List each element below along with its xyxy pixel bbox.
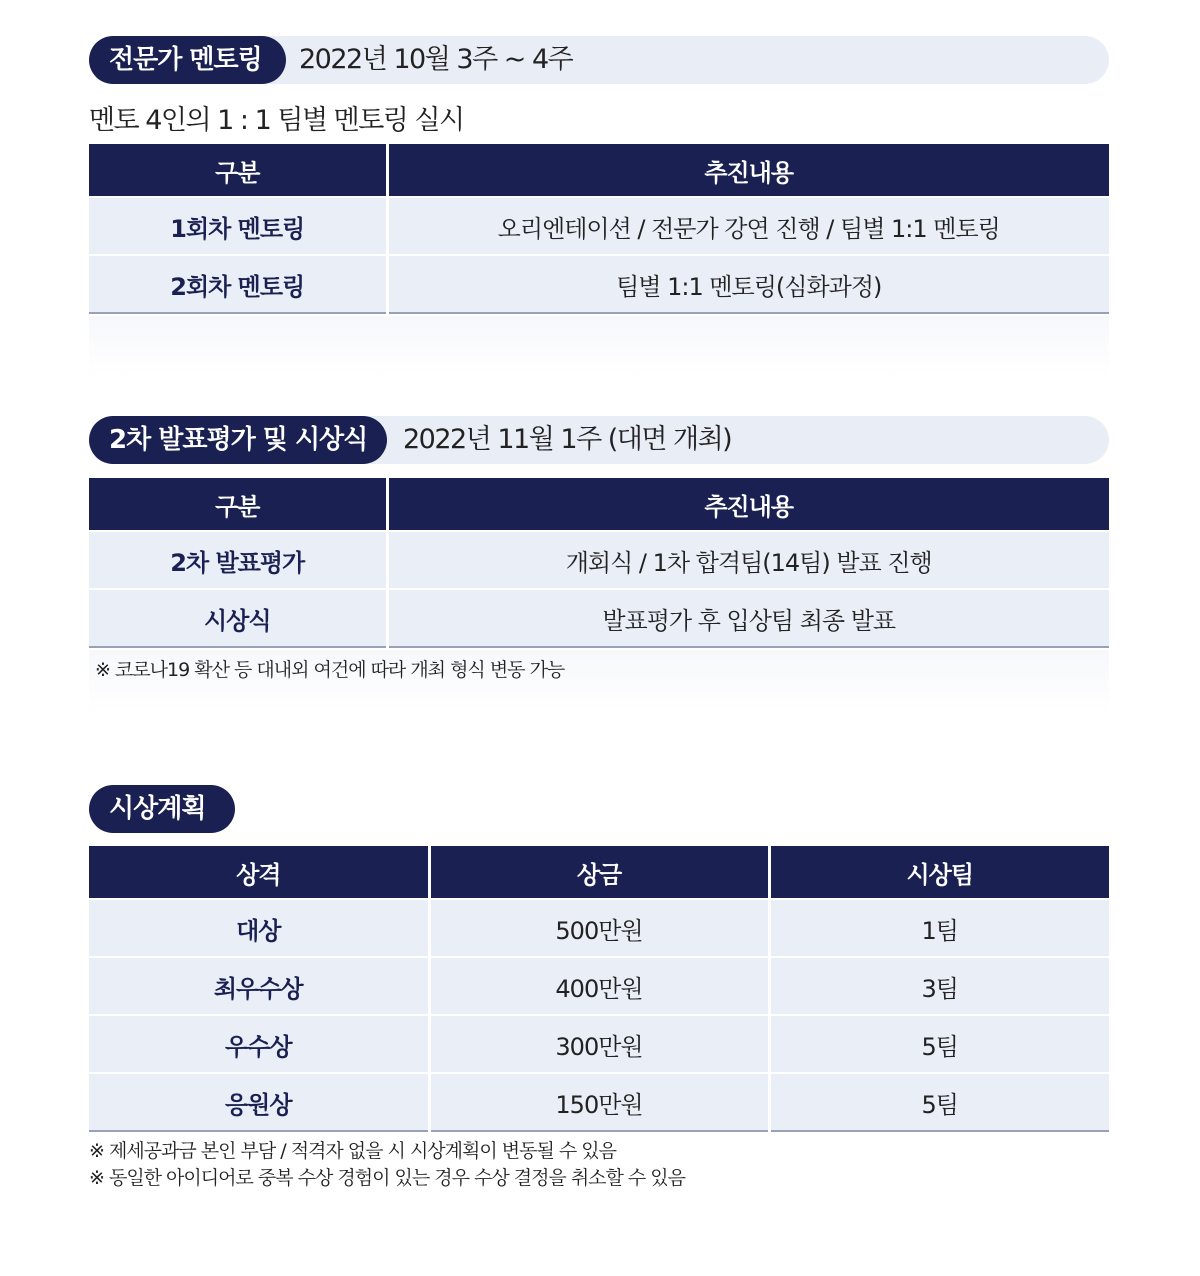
table-row: [89, 1073, 1109, 1131]
award-prize: 400만원: [429, 957, 769, 1015]
award-teams: 3팀: [769, 957, 1109, 1015]
row-label: 시상식: [89, 589, 387, 647]
row-content: 팀별 1:1 멘토링(심화과정): [387, 255, 1109, 313]
awards-note-tax: ※ 제세공과금 본인 부담 / 적격자 없을 시 시상계획이 변동될 수 있음: [89, 1140, 616, 1162]
award-prize: 150만원: [429, 1073, 769, 1131]
row-label: 1회차 멘토링: [89, 197, 387, 255]
mentoring-pill: 전문가 멘토링: [89, 36, 286, 84]
evaluation-title-bar: [89, 416, 1109, 464]
award-teams: 1팀: [769, 899, 1109, 957]
header-content: 추진내용: [387, 478, 1109, 531]
header-category: 구분: [89, 478, 387, 531]
row-content: 발표평가 후 입상팀 최종 발표: [387, 589, 1109, 647]
mentoring-table: [89, 144, 1109, 314]
table-row: [89, 899, 1109, 957]
table-row: [89, 589, 1109, 647]
row-content: 개회식 / 1차 합격팀(14팀) 발표 진행: [387, 531, 1109, 589]
row-label: 2회차 멘토링: [89, 255, 387, 313]
header-content: 추진내용: [387, 144, 1109, 197]
header-teams: 시상팀: [769, 846, 1109, 899]
mentoring-subtitle: 멘토 4인의 1 : 1 팀별 멘토링 실시: [89, 105, 464, 136]
mentoring-title-bar: [89, 36, 1109, 84]
header-category: 구분: [89, 144, 387, 197]
table-row: [89, 197, 1109, 255]
awards-section: [89, 785, 1109, 1205]
table-row: [89, 255, 1109, 313]
awards-note-duplicate: ※ 동일한 아이디어로 중복 수상 경험이 있는 경우 수상 결정을 취소할 수 있음: [89, 1167, 686, 1189]
row-label: 2차 발표평가: [89, 531, 387, 589]
award-grade: 우수상: [89, 1015, 429, 1073]
award-teams: 5팀: [769, 1015, 1109, 1073]
table-row: [89, 957, 1109, 1015]
table-header-row: [89, 478, 1109, 531]
mentoring-period: 2022년 10월 3주 ~ 4주: [299, 44, 573, 75]
award-prize: 500만원: [429, 899, 769, 957]
evaluation-section: [89, 416, 1109, 716]
table-header-row: [89, 846, 1109, 899]
mentoring-footer-strip: [89, 316, 1109, 378]
header-grade: 상격: [89, 846, 429, 899]
award-teams: 5팀: [769, 1073, 1109, 1131]
table-row: [89, 531, 1109, 589]
awards-table: [89, 846, 1109, 1132]
evaluation-table: [89, 478, 1109, 648]
table-header-row: [89, 144, 1109, 197]
awards-pill: 시상계획: [89, 785, 235, 833]
award-grade: 최우수상: [89, 957, 429, 1015]
award-grade: 응원상: [89, 1073, 429, 1131]
evaluation-period: 2022년 11월 1주 (대면 개최): [403, 424, 732, 455]
row-content: 오리엔테이션 / 전문가 강연 진행 / 팀별 1:1 멘토링: [387, 197, 1109, 255]
evaluation-pill: 2차 발표평가 및 시상식: [89, 416, 387, 464]
table-row: [89, 1015, 1109, 1073]
mentoring-section: [89, 36, 1109, 381]
evaluation-note: ※ 코로나19 확산 등 대내외 여건에 따라 개최 형식 변동 가능: [95, 659, 565, 681]
header-prize: 상금: [429, 846, 769, 899]
award-grade: 대상: [89, 899, 429, 957]
award-prize: 300만원: [429, 1015, 769, 1073]
